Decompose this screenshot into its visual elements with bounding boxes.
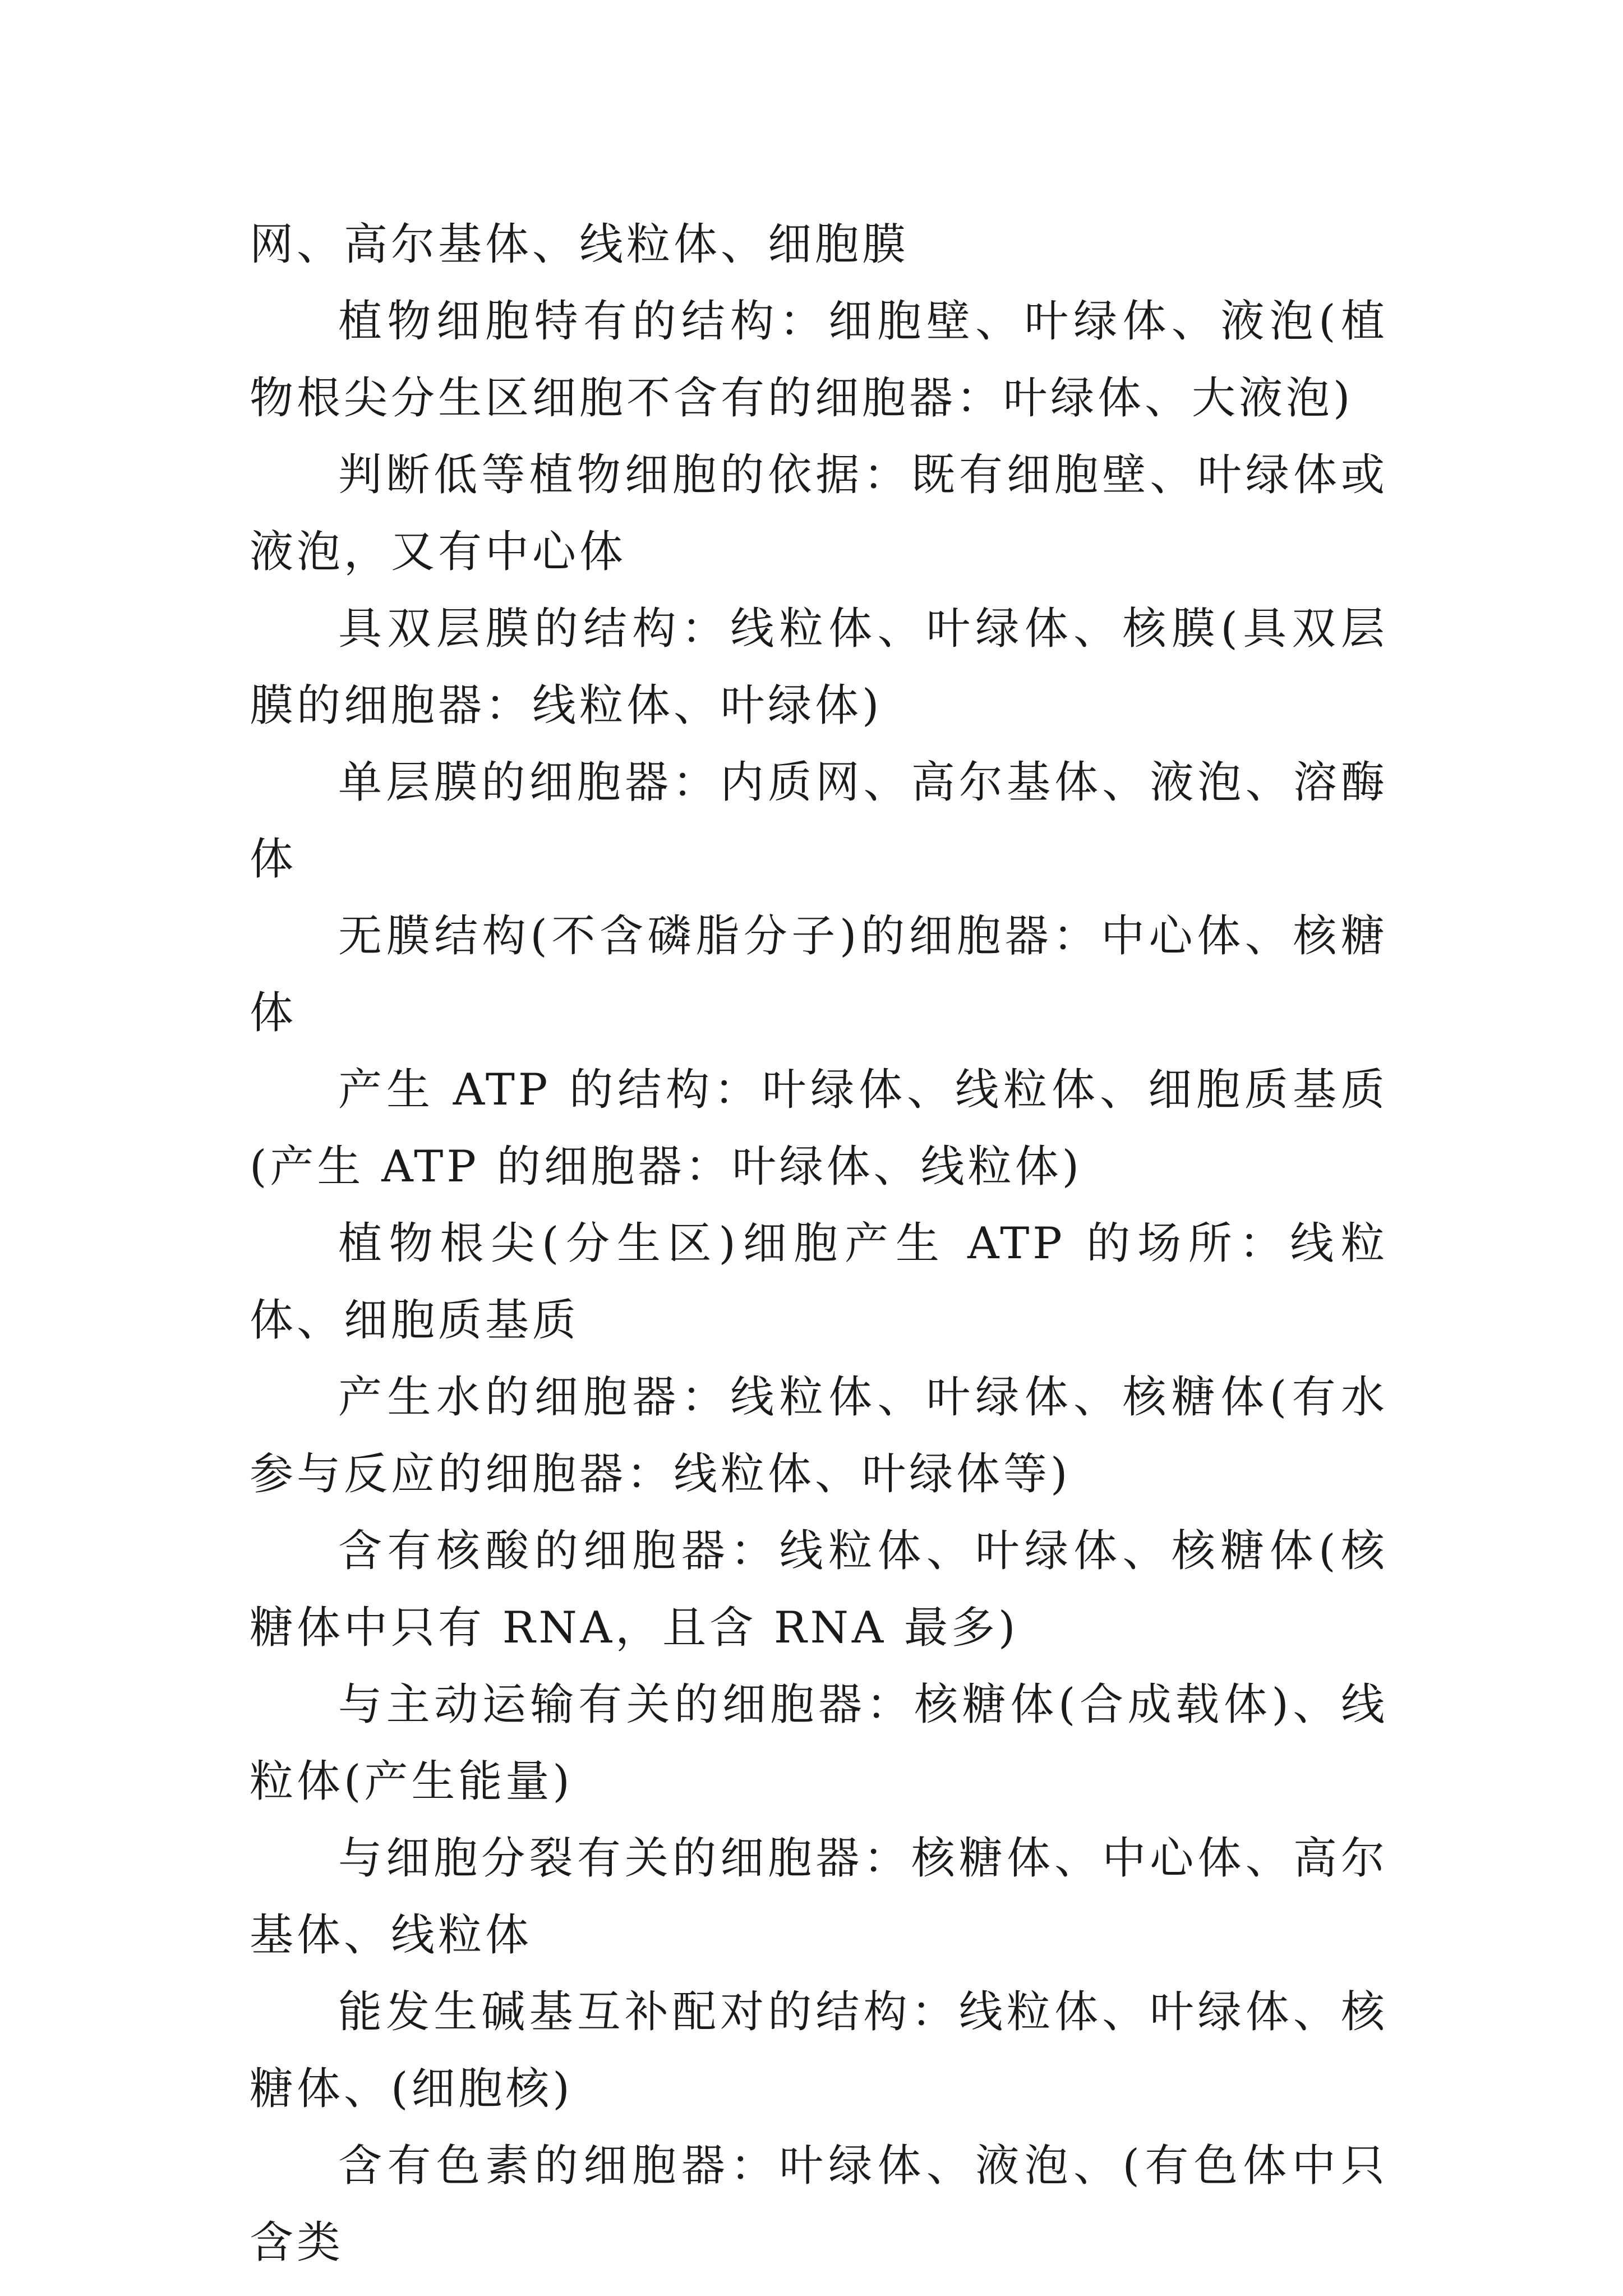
paragraph-double-membrane: 具双层膜的结构：线粒体、叶绿体、核膜(具双层膜的细胞器：线粒体、叶绿体): [250, 604, 1388, 731]
document-body: [250, 206, 1388, 2281]
paragraph-cell-division: 与细胞分裂有关的细胞器：核糖体、中心体、高尔基体、线粒体: [250, 1833, 1388, 1961]
paragraph-water-producing: 产生水的细胞器：线粒体、叶绿体、核糖体(有水参与反应的细胞器：线粒体、叶绿体等): [250, 1372, 1388, 1499]
paragraph-pigments: 含有色素的细胞器：叶绿体、液泡、(有色体中只含类: [250, 2141, 1388, 2268]
paragraph-plant-cell-structures: 植物细胞特有的结构：细胞壁、叶绿体、液泡(植物根尖分生区细胞不含有的细胞器：叶绿体、大液泡): [250, 296, 1388, 424]
paragraph-lower-plant-criteria: 判断低等植物细胞的依据：既有细胞壁、叶绿体或液泡，又有中心体: [250, 450, 1388, 577]
paragraph-active-transport: 与主动运输有关的细胞器：核糖体(合成载体)、线粒体(产生能量): [250, 1680, 1388, 1807]
paragraph-nucleic-acid: 含有核酸的细胞器：线粒体、叶绿体、核糖体(核糖体中只有 RNA，且含 RNA 最多): [250, 1526, 1388, 1653]
paragraph-atp-structures: 产生 ATP 的结构：叶绿体、线粒体、细胞质基质(产生 ATP 的细胞器：叶绿体、线粒体): [250, 1065, 1388, 1192]
paragraph-continued: 网、高尔基体、线粒体、细胞膜: [250, 219, 910, 270]
paragraph-base-pairing: 能发生碱基互补配对的结构：线粒体、叶绿体、核糖体、(细胞核): [250, 1987, 1388, 2114]
paragraph-membraneless: 无膜结构(不含磷脂分子)的细胞器：中心体、核糖体: [250, 911, 1388, 1038]
paragraph-root-tip-atp: 植物根尖(分生区)细胞产生 ATP 的场所：线粒体、细胞质基质: [250, 1218, 1388, 1346]
paragraph-single-membrane: 单层膜的细胞器：内质网、高尔基体、液泡、溶酶体: [250, 757, 1388, 885]
